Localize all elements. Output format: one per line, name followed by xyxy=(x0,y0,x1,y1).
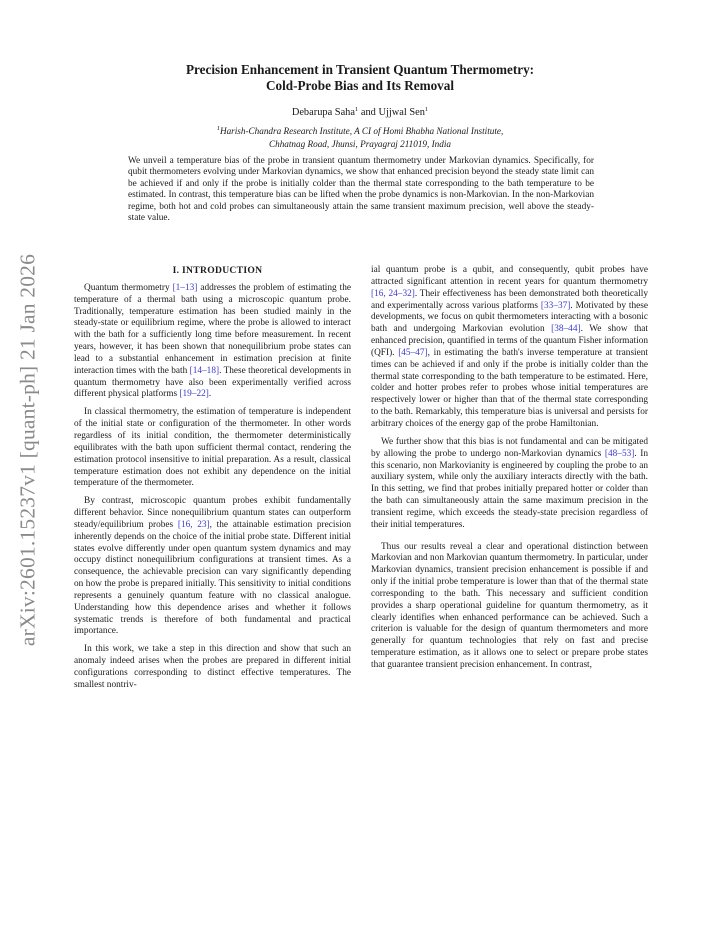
title-line-1: Precision Enhancement in Transient Quantum Thermometry: xyxy=(185,62,535,77)
author-affiliation-mark: 1 xyxy=(355,106,359,113)
arxiv-identifier-text: arXiv:2601.15237v1 [quant-ph] 21 Jan 2026 xyxy=(15,253,40,647)
citation-link[interactable]: [16, 23] xyxy=(177,519,210,530)
citation-link[interactable]: [33–37] xyxy=(540,300,571,311)
paragraph: ial quantum probe is a qubit, and consequently, qubit probes have attracted significant attention in recent years for quantum thermometry [16, 24–32]. Their effectiveness has been demonstrated both theoretically and experimentally across various platforms [33–37]. Motivated by these developments, we focus on qubit thermometers interacting with a bosonic bath and undergoing Markovian evolution [38–44]. We show that enhanced precision, quantified in terms of the quantum Fisher information (QFI). [45–47], in estimating the bath's inverse temperature at transient times can be achieved if and only if the probe is initially colder than the thermal state corresponding to the bath temperature to be estimated. Here, colder and hotter probes refer to probes whose initial temperatures are respectively lower or higher than that of the thermal state corresponding to the bath. Remarkably, this temperature bias is universal and persists for arbitrary choices of the energy gap of the probe Hamiltonian. xyxy=(371,265,649,429)
section-heading: I. INTRODUCTION xyxy=(172,265,263,276)
citation-link[interactable]: [1–13] xyxy=(172,282,198,293)
arxiv-identifier-stamp xyxy=(8,250,48,650)
citation-link[interactable]: [48–53] xyxy=(604,448,635,459)
affiliation xyxy=(100,125,620,150)
author-name: Debarupa Saha xyxy=(291,107,355,118)
paragraph: We further show that this bias is not fundamental and can be mitigated by allowing the probe to undergo non-Markovian dynamics [48–53]. In this scenario, non Markovianity is engineered by coupling the probe to an auxiliary system, while only the auxiliary interacts directly with the bath. In this setting, we find that probes initially prepared hotter or colder than the bath can simultaneously attain the same maximum precision in the transient regime, which exceeds the steady-state precision regardless of their initial temperatures. xyxy=(371,436,648,530)
affiliation-line-1: $^1$Harish-Chandra Research Institute, A CI of Homi Bhabha National Institute, xyxy=(216,125,504,136)
author-name: Ujjwal Sen xyxy=(378,107,425,118)
paragraph: By contrast, microscopic quantum probes exhibit fundamentally different behavior. Since nonequilibrium quantum states can outperform steady/equilibrium probes [16, 23], the attainable estimation precision inherently depends on the choice of the initial probe state. Different initial states evolve differently under open quantum system dynamics and may occupy distinct nonequilibrium configurations at transient times. As a consequence, the achievable precision can vary significantly depending on how the probe is prepared initially. This sensitivity to initial conditions represents a genuinely quantum feature with no classical analogue. Understanding how this dependence arises and whether it follows systematic trends is therefore of both fundamental and practical importance. xyxy=(74,496,351,637)
title-line-2: Cold-Probe Bias and Its Removal xyxy=(265,78,455,93)
citation-link[interactable]: [38–44] xyxy=(551,324,581,335)
left-column xyxy=(74,265,351,698)
author-list xyxy=(100,107,620,118)
affiliation-line-2: Chhatnag Road, Jhunsi, Prayagraj 211019, India xyxy=(268,138,452,149)
paragraph: Thus our results reveal a clear and operational distinction between Markovian and non Markovian quantum thermometry. In particular, under Markovian dynamics, transient precision enhancement is possible if and only if the initial probe temperature is lower than that of the thermal state corresponding to the bath. This necessary and sufficient condition provides a sharp operational guideline for quantum thermometry, as it clearly identifies when enhanced performance can be achieved. Such a criterion is valuable for the design of quantum thermometers and more generally for quantum technologies that rely on fast and precise temperature estimation, as it allows one to select or prepare probe states that guarantee transient precision enhancement. In contrast, xyxy=(371,541,648,670)
author-affiliation-mark: 1 xyxy=(424,106,429,113)
author-conjunction: and xyxy=(358,107,379,118)
paper-title xyxy=(100,62,620,94)
affiliation-mark: 1 xyxy=(216,125,220,132)
paragraph: Quantum thermometry [1–13] addresses the problem of estimating the temperature of a thermal bath using a microscopic quantum probe. Traditionally, temperature estimation has been studied mainly in the steady-state or equilibrium regime, where the probe is allowed to interact with the bath for a sufficiently long time before measurement. In recent years, however, it has been shown that nonequilibrium probe states can lead to a substantial enhancement in estimation precision at finite interaction times with the bath [14–18]. These theoretical developments in quantum thermometry have also been experimentally verified across different physical platforms [19–22]. xyxy=(74,282,351,400)
paragraph: In classical thermometry, the estimation of temperature is independent of the initial state or configuration of the thermometer. In other words regardless of its initial condition, the thermometer deterministically equilibrates with the bath upon sufficient thermal contact, rendering the estimation protocol insensitive to initial preparation. As a result, classical temperature estimation does not exhibit any dependence on the initial temperature of the thermometer. xyxy=(74,407,351,489)
paragraph: In this work, we take a step in this direction and show that such an anomaly indeed arises when the probes are prepared in different initial configurations corresponding to distinct effective temperatures. The smallest nontriv- xyxy=(74,644,351,690)
citation-link[interactable]: [19–22] xyxy=(179,389,209,400)
citation-link[interactable]: [16, 24–32] xyxy=(371,288,415,299)
citation-link[interactable]: [45–47] xyxy=(398,347,428,358)
right-column xyxy=(371,265,648,678)
abstract: We unveil a temperature bias of the probe in transient quantum thermometry under Markovian dynamics. Specifically, for qubit thermometers evolving under Markovian dynamics, we show that enhanced precision beyond the steady state limit can be achieved if and only if the probe is initially colder than the thermal state corresponding to the bath temperature to be estimated. In contrast, this temperature bias can be lifted when the probe dynamics is non-Markovian. In the non-Markovian regime, both hot and cold probes can simultaneously attain the same transient maximum precision, well above the steady-state value. xyxy=(128,156,594,224)
citation-link[interactable]: [14–18] xyxy=(189,365,220,376)
